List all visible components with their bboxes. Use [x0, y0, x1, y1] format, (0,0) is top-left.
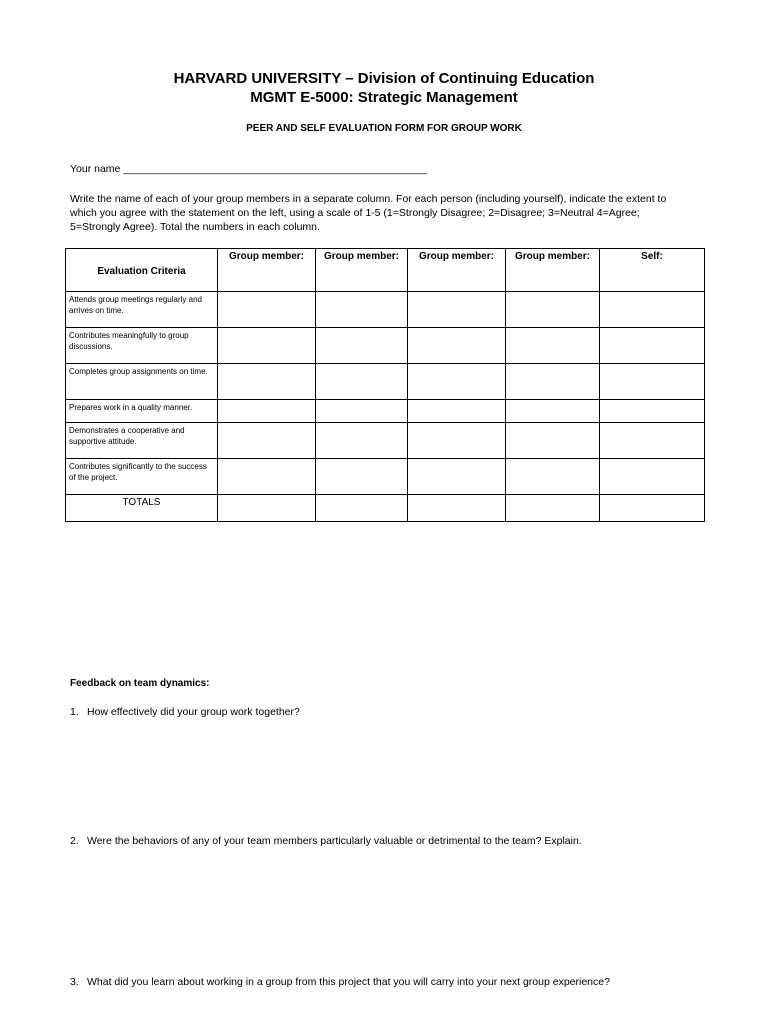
evaluation-table [65, 248, 705, 522]
feedback-heading: Feedback on team dynamics: [70, 678, 210, 689]
question-1 [70, 706, 300, 718]
score-cell[interactable] [408, 328, 506, 364]
score-cell[interactable] [506, 423, 600, 459]
table-row [66, 364, 705, 400]
score-cell[interactable] [316, 459, 408, 495]
criteria-label: Attends group meetings regularly and arrives on time. [66, 292, 218, 328]
question-3 [70, 976, 610, 988]
score-cell[interactable] [600, 364, 705, 400]
question-text: How effectively did your group work together? [87, 706, 300, 718]
score-cell[interactable] [506, 328, 600, 364]
score-cell[interactable] [600, 292, 705, 328]
score-cell[interactable] [408, 459, 506, 495]
score-cell[interactable] [218, 423, 316, 459]
question-number: 2. [70, 835, 79, 847]
table-row [66, 423, 705, 459]
table-row [66, 328, 705, 364]
score-cell[interactable] [408, 364, 506, 400]
question-text: Were the behaviors of any of your team members particularly valuable or detrimental to the team? Explain. [87, 835, 582, 847]
score-cell[interactable] [600, 459, 705, 495]
question-2 [70, 835, 582, 847]
score-cell[interactable] [316, 364, 408, 400]
score-cell[interactable] [408, 400, 506, 423]
totals-row [66, 495, 705, 522]
question-number: 1. [70, 706, 79, 718]
table-row [66, 459, 705, 495]
score-cell[interactable] [316, 423, 408, 459]
criteria-header: Evaluation Criteria [66, 249, 218, 292]
criteria-label: Demonstrates a cooperative and supportive attitude. [66, 423, 218, 459]
score-cell[interactable] [218, 459, 316, 495]
question-text: What did you learn about working in a group from this project that you will carry into your next group experience? [87, 976, 610, 988]
column-header: Group member: [218, 249, 316, 292]
total-cell[interactable] [600, 495, 705, 522]
score-cell[interactable] [218, 292, 316, 328]
score-cell[interactable] [408, 292, 506, 328]
score-cell[interactable] [316, 328, 408, 364]
total-cell[interactable] [316, 495, 408, 522]
score-cell[interactable] [218, 328, 316, 364]
score-cell[interactable] [316, 400, 408, 423]
score-cell[interactable] [600, 328, 705, 364]
table-header-row [66, 249, 705, 292]
column-header: Group member: [408, 249, 506, 292]
column-header: Self: [600, 249, 705, 292]
document-title: HARVARD UNIVERSITY – Division of Continuing Education [173, 70, 595, 87]
total-cell[interactable] [506, 495, 600, 522]
table-row [66, 400, 705, 423]
table-row [66, 292, 705, 328]
total-cell[interactable] [218, 495, 316, 522]
score-cell[interactable] [600, 400, 705, 423]
your-name-field[interactable]: Your name ____________________________________________________ [70, 163, 427, 175]
column-header: Group member: [506, 249, 600, 292]
score-cell[interactable] [218, 364, 316, 400]
total-cell[interactable] [408, 495, 506, 522]
column-header: Group member: [316, 249, 408, 292]
score-cell[interactable] [218, 400, 316, 423]
criteria-label: Prepares work in a quality manner. [66, 400, 218, 423]
totals-label: TOTALS [66, 495, 218, 522]
score-cell[interactable] [506, 292, 600, 328]
score-cell[interactable] [506, 400, 600, 423]
form-subtitle: PEER AND SELF EVALUATION FORM FOR GROUP WORK [246, 123, 522, 134]
score-cell[interactable] [506, 364, 600, 400]
score-cell[interactable] [408, 423, 506, 459]
criteria-label: Contributes meaningfully to group discussions. [66, 328, 218, 364]
instructions-text: Write the name of each of your group members in a separate column. For each person (including yourself), indicate the extent to which you agree with the statement on the left, using a scale of 1-5 (1=Strongly Disagree; 2=Disagree; 3=Neutral 4=Agree; 5=Strongly Agree). Total the numbers in each column. [70, 193, 667, 233]
criteria-label: Contributes significantly to the success of the project. [66, 459, 218, 495]
score-cell[interactable] [600, 423, 705, 459]
score-cell[interactable] [316, 292, 408, 328]
score-cell[interactable] [506, 459, 600, 495]
criteria-label: Completes group assignments on time. [66, 364, 218, 400]
question-number: 3. [70, 976, 79, 988]
course-title: MGMT E-5000: Strategic Management [250, 89, 518, 106]
